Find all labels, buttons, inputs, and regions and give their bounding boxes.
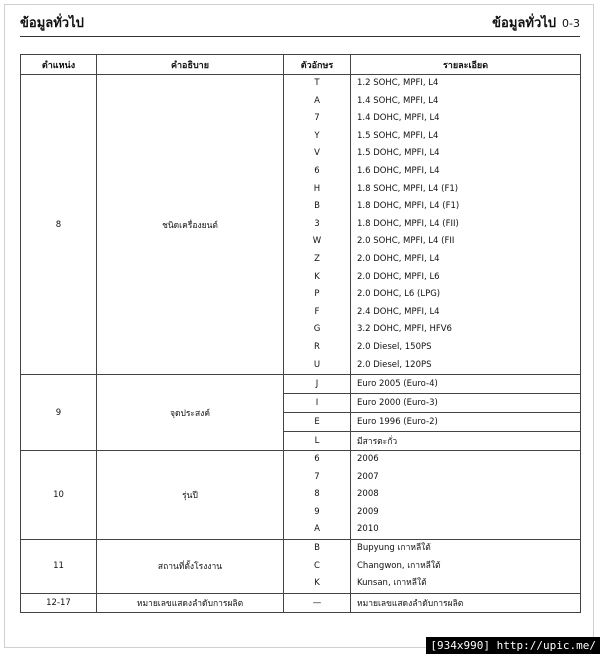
code-value: 8 — [314, 489, 320, 500]
detail-value: Euro 2005 (Euro-4) — [351, 375, 581, 394]
detail-value: 1.6 DOHC, MPFI, L4 — [357, 165, 440, 176]
detail-value: 1.4 DOHC, MPFI, L4 — [357, 113, 440, 124]
detail-value: 2006 — [357, 454, 379, 465]
code-list — [284, 540, 350, 593]
code-cell — [284, 451, 351, 540]
code-value: 9 — [314, 506, 320, 517]
code-value: 6 — [314, 165, 320, 176]
code-value: L — [284, 432, 351, 451]
header-left-title: ข้อมูลทั่วไป — [20, 16, 84, 31]
code-value: U — [313, 359, 321, 370]
code-value: P — [314, 289, 320, 300]
code-value: Y — [314, 130, 320, 141]
table-row — [21, 375, 581, 394]
detail-value: 1.8 DOHC, MPFI, L4 (FII) — [357, 218, 459, 229]
header-rule — [20, 36, 580, 37]
table-body — [21, 75, 581, 613]
detail-list — [351, 451, 580, 539]
detail-list — [351, 75, 580, 374]
position-cell: 12-17 — [21, 593, 97, 612]
detail-value: 2009 — [357, 506, 379, 517]
code-list — [284, 451, 350, 539]
code-value: K — [314, 271, 320, 282]
description-cell: หมายเลขแสดงลำดับการผลิต — [97, 593, 284, 612]
code-list — [284, 75, 350, 374]
code-value: 7 — [314, 471, 320, 482]
table-row — [21, 540, 581, 594]
detail-value: Changwon, เกาหลีใต้ — [357, 560, 441, 571]
detail-value: Euro 1996 (Euro-2) — [351, 413, 581, 432]
code-value: 6 — [314, 454, 320, 465]
detail-value: 1.5 DOHC, MPFI, L4 — [357, 148, 440, 159]
detail-value: 1.8 DOHC, MPFI, L4 (F1) — [357, 201, 460, 212]
code-value: T — [314, 78, 320, 88]
detail-value: 2.0 Diesel, 150PS — [357, 341, 432, 352]
code-value: H — [313, 183, 321, 194]
detail-value: 2.0 DOHC, MPFI, L6 — [357, 271, 440, 282]
detail-value: Kunsan, เกาหลีใต้ — [357, 578, 427, 589]
detail-value: 1.4 SOHC, MPFI, L4 — [357, 95, 439, 106]
detail-value: 2.4 DOHC, MPFI, L4 — [357, 306, 440, 317]
code-value: B — [314, 543, 320, 554]
detail-value: 3.2 DOHC, MPFI, HFV6 — [357, 324, 452, 335]
watermark: [934x990] http://upic.me/ — [426, 637, 600, 654]
header-right-title — [492, 12, 580, 33]
code-value: A — [314, 95, 320, 106]
table-header-row — [21, 55, 581, 75]
vin-spec-table — [20, 54, 581, 613]
detail-value: 2008 — [357, 489, 379, 500]
code-value: Z — [314, 253, 320, 264]
detail-cell — [351, 75, 581, 375]
table-row — [21, 451, 581, 540]
col-header-description: คำอธิบาย — [97, 55, 284, 75]
description-cell: สถานที่ตั้งโรงงาน — [97, 540, 284, 594]
col-header-position: ตำแหน่ง — [21, 55, 97, 75]
code-value: F — [314, 306, 320, 317]
detail-value: 2.0 Diesel, 120PS — [357, 359, 432, 370]
table-row — [21, 75, 581, 375]
detail-value: 1.2 SOHC, MPFI, L4 — [357, 78, 439, 88]
code-value: K — [314, 578, 320, 589]
code-cell — [284, 75, 351, 375]
position-cell: 11 — [21, 540, 97, 594]
code-cell — [284, 540, 351, 594]
table-row — [21, 593, 581, 612]
detail-value: 2.0 DOHC, MPFI, L4 — [357, 253, 440, 264]
detail-value: 1.5 SOHC, MPFI, L4 — [357, 130, 439, 141]
detail-value: 2.0 DOHC, L6 (LPG) — [357, 289, 441, 300]
code-value: R — [314, 341, 320, 352]
detail-value: มีสารตะกั่ว — [351, 432, 581, 451]
detail-cell — [351, 540, 581, 594]
code-value: A — [314, 524, 320, 535]
code-value: V — [314, 148, 320, 159]
position-cell: 9 — [21, 375, 97, 451]
code-value: W — [312, 236, 322, 247]
col-header-detail: รายละเอียด — [351, 55, 581, 75]
detail-value: 2.0 SOHC, MPFI, L4 (FII — [357, 236, 455, 247]
detail-list — [351, 540, 580, 593]
page-number: 0-3 — [562, 17, 580, 30]
header-right-text: ข้อมูลทั่วไป — [492, 16, 557, 31]
col-header-code: ตัวอักษร — [284, 55, 351, 75]
page-header — [20, 12, 580, 36]
code-value: G — [313, 324, 321, 335]
detail-value: 2010 — [357, 524, 379, 535]
description-cell: ชนิดเครื่องยนต์ — [97, 75, 284, 375]
code-value: B — [314, 201, 320, 212]
position-cell: 8 — [21, 75, 97, 375]
detail-value: 1.8 SOHC, MPFI, L4 (F1) — [357, 183, 459, 194]
description-cell: รุ่นปี — [97, 451, 284, 540]
description-cell: จุดประสงค์ — [97, 375, 284, 451]
detail-value: 2007 — [357, 471, 379, 482]
detail-value: หมายเลขแสดงลำดับการผลิต — [351, 593, 581, 612]
code-value: E — [284, 413, 351, 432]
code-value: C — [314, 560, 320, 571]
code-value: J — [284, 375, 351, 394]
code-value: I — [284, 394, 351, 413]
code-value: 7 — [314, 113, 320, 124]
detail-value: Bupyung เกาหลีใต้ — [357, 543, 431, 554]
detail-value: Euro 2000 (Euro-3) — [351, 394, 581, 413]
code-value: 3 — [314, 218, 320, 229]
detail-cell — [351, 451, 581, 540]
position-cell: 10 — [21, 451, 97, 540]
code-value: — — [284, 593, 351, 612]
